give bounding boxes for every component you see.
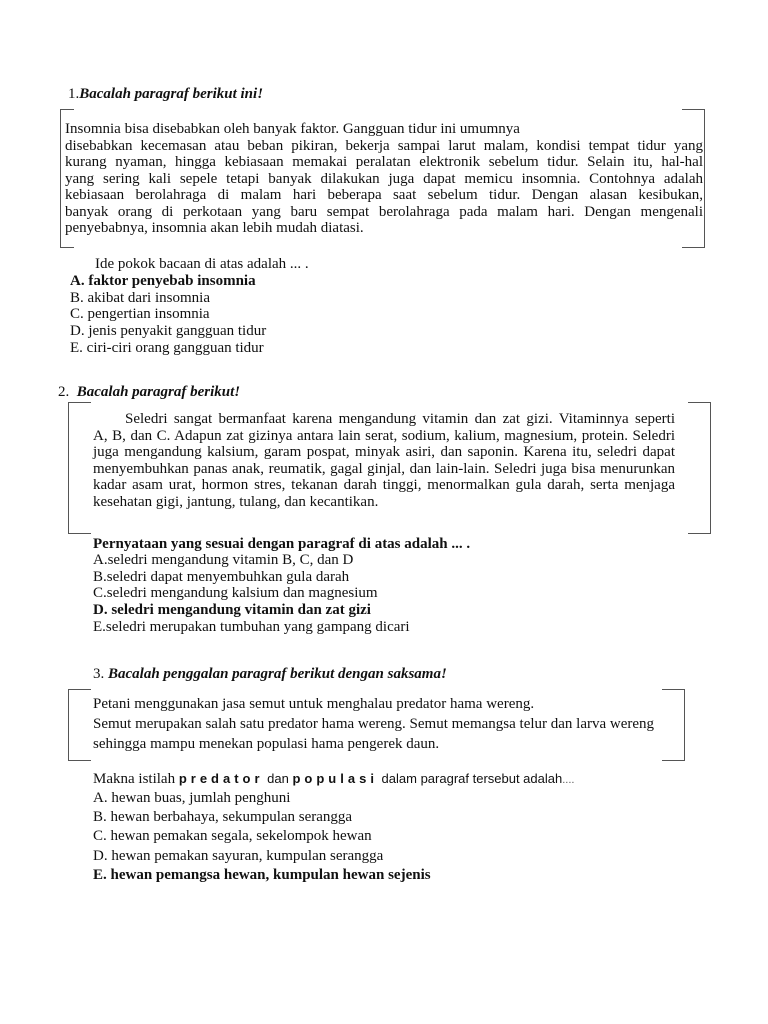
q1-option-c[interactable]: C. pengertian insomnia bbox=[70, 306, 210, 322]
q3-passage-line: Semut merupakan salah satu predator hama wereng. Semut memangsa telur dan larva wereng bbox=[93, 716, 655, 732]
q1-number: 1. bbox=[68, 86, 80, 102]
q2-option-d[interactable]: D. seledri mengandung vitamin dan zat gizi bbox=[93, 602, 371, 618]
q3-title-text: Bacalah penggalan paragraf berikut dengan saksama! bbox=[108, 666, 447, 682]
q2-passage-line: kadar asam urat, hormon stres, tekanan darah tinggi, menormalkan gula darah, serta menjaga bbox=[93, 477, 675, 493]
q2-title-text: Bacalah paragraf berikut! bbox=[76, 384, 241, 400]
q3-passage-line: sehingga mampu menekan populasi hama pengerek daun. bbox=[93, 736, 440, 752]
q3-passage-line: Petani menggunakan jasa semut untuk menghalau predator hama wereng. bbox=[93, 696, 535, 712]
q2-passage-line: menyembuhkan panas anak, reumatik, gagal ginjal, dan lain-lain. Seledri juga bisa menurunkan bbox=[93, 460, 675, 477]
q3-question bbox=[93, 771, 574, 788]
q1-passage-line: Insomnia bisa disebabkan oleh banyak faktor. Gangguan tidur ini umumnya bbox=[65, 121, 520, 137]
q3-option-a[interactable]: A. hewan buas, jumlah penghuni bbox=[93, 790, 291, 806]
q3-question-prefix: Makna istilah bbox=[93, 771, 179, 787]
q2-passage-line: kesehatan gigi, jantung, tulang, dan kecantikan. bbox=[93, 493, 379, 510]
q1-question: Ide pokok bacaan di atas adalah ... . bbox=[95, 256, 309, 272]
q1-passage-line: disebabkan kecemasan atau beban pikiran, bekerja sampai larut malam, kondisi tempat tidur yang bbox=[65, 137, 703, 154]
q2-option-a[interactable]: A.seledri mengandung vitamin B, C, dan D bbox=[93, 552, 354, 568]
q1-option-d[interactable]: D. jenis penyakit gangguan tidur bbox=[70, 323, 267, 339]
q1-title-text: Bacalah paragraf berikut ini! bbox=[79, 86, 264, 102]
q2-number: 2. bbox=[58, 384, 70, 400]
q3-option-b[interactable]: B. hewan berbahaya, sekumpulan serangga bbox=[93, 809, 353, 825]
q2-passage-line: A, B, dan C. Adapun zat gizinya antara lain serat, sodium, kalium, magnesium, protein. Seledri bbox=[93, 427, 675, 444]
q2-option-c[interactable]: C.seledri mengandung kalsium dan magnesium bbox=[93, 585, 378, 601]
q3-option-d[interactable]: D. hewan pemakan sayuran, kumpulan serangga bbox=[93, 848, 384, 864]
q1-passage-line: kebiasaan berolahraga di malam hari beberapa saat sebelum tidur. Dengan alasan kesibukan, bbox=[65, 187, 703, 203]
q2-question: Pernyataan yang sesuai dengan paragraf di atas adalah ... . bbox=[93, 536, 471, 552]
q3-term-populasi: populasi bbox=[292, 771, 378, 786]
q2-option-b[interactable]: B.seledri dapat menyembuhkan gula darah bbox=[93, 569, 350, 585]
q1-passage bbox=[65, 121, 703, 237]
q2-box-bracket-right bbox=[688, 402, 711, 534]
q3-question-mid: dan bbox=[263, 771, 293, 786]
q2-passage bbox=[93, 411, 675, 510]
q1-passage-line: banyak orang di perkotaan yang baru sempat berolahraga pada malam hari. Dengan mengenali bbox=[65, 203, 703, 220]
q1-passage-line: penyebabnya, insomnia akan lebih mudah diatasi. bbox=[65, 220, 364, 236]
q3-option-e[interactable]: E. hewan pemangsa hewan, kumpulan hewan sejenis bbox=[93, 867, 431, 883]
q3-term-predator: predator bbox=[178, 771, 264, 786]
q3-number: 3. bbox=[93, 666, 105, 682]
q2-option-e[interactable]: E.seledri merupakan tumbuhan yang gampang dicari bbox=[93, 619, 410, 635]
q2-box-bracket-left bbox=[68, 402, 91, 534]
q3-question-dots: .... bbox=[562, 774, 575, 786]
q2-passage-line: juga mengandung kalsium, garam pospat, minyak asiri, dan saponin. Karena itu, seledri dapat bbox=[93, 444, 675, 460]
q2-title bbox=[58, 384, 240, 401]
q1-option-a[interactable]: A. faktor penyebab insomnia bbox=[70, 273, 256, 289]
q3-title bbox=[93, 666, 447, 683]
q3-option-c[interactable]: C. hewan pemakan segala, sekelompok hewan bbox=[93, 828, 372, 844]
q3-question-suffix: dalam paragraf tersebut adalah bbox=[377, 771, 563, 786]
q1-option-e[interactable]: E. ciri-ciri orang gangguan tidur bbox=[70, 340, 264, 356]
q2-passage-line: Seledri sangat bermanfaat karena mengandung vitamin dan zat gizi. Vitaminnya seperti bbox=[125, 411, 675, 427]
q1-passage-line: yang sering kali sepele tetapi banyak dilakukan juga dapat memicu insomnia. Contohnya adalah bbox=[65, 170, 703, 187]
q3-box-bracket-left bbox=[68, 689, 91, 761]
q1-option-b[interactable]: B. akibat dari insomnia bbox=[70, 290, 210, 306]
q3-passage bbox=[93, 694, 683, 754]
q1-title bbox=[68, 86, 263, 103]
q1-passage-line: kurang nyaman, hingga kebiasaan memakai peralatan elektronik sebelum tidur. Selain itu, hal-hal bbox=[65, 154, 703, 170]
